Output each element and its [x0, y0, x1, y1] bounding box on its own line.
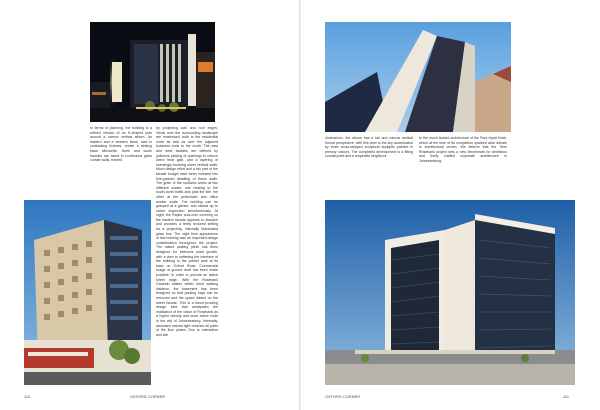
right-running-title: OXFORD CORNER	[325, 395, 361, 399]
right-footer	[563, 395, 569, 399]
right-text-column-1	[325, 136, 413, 159]
left-footer	[24, 395, 30, 399]
glass-tower-photo	[325, 200, 575, 385]
left-page	[0, 0, 299, 410]
right-col2-text: to the much lauded architecture of the Park Hyatt Hotel, which at the time of its completion sparked wide debate in architectural circles. We believe that the Tiber Rosebank project sets a new benchmark for ambitious and finely crafted corporate architecture in Johannesburg.	[419, 136, 507, 163]
left-col1-text: In terms of planning, the building is a refined version of an H-shaped plan around a narrow vertical atrium. An eastern and a western block, clad in contrasting finishes, create a striking basic silhouette. North and south facades are faced in continuous glass curtain walls, framed	[90, 126, 152, 163]
angular-facade-photo	[325, 22, 511, 132]
left-running-title: OXFORD CORNER	[130, 395, 166, 399]
right-page-number: 111	[563, 395, 570, 399]
left-text-column-2	[156, 126, 218, 337]
left-page-number: 110	[24, 395, 31, 399]
left-text-column-1	[90, 126, 152, 163]
daytime-tower-photo	[24, 200, 151, 385]
night-building-photo	[90, 22, 215, 122]
left-col2-text: by projecting wall and roof edges. Views over the surrounding landscape are maximised, both to the residential north as well as over the adjacent business node to the south. The east and west facades are defined by judicious placing of openings to reduce direct heat gain, and a layering of seemingly hovering sheer vertical walls. Much design effort and a fair part of the facade budget have been invested into fine-grained detailing of these walls. The grain of the surfaces works at two different scales: one relating to the south-north traffic axis past the site, the other at the pedestrian and office worker scale. The building can be grasped at a glance, and stands up to closer inspection simultaneously. At night, the Rapier cuts-over covering on the eastern facade appears to dissolve and provides a finely textured setting for a projecting, internally illuminated glass box. The night time appearance of this building was an important design consideration throughout the project. The raised parking plinth has been designed for intensive plant growth, with a view to softening the interface of the building to the pocket park at its base on Oxford Road. Commercial usage at ground level has been made possible, in order to provide an active street edge. With the Rosebank Gautrain station within short walking distance, the basement has been designed so that parking bays can be removed and the space added on the street facade. This is a future-proofing design idea that anticipates the realisation of the vision of Rosebank as a higher density and more active node in the city of Johannesburg. Internally, abundant natural light reaches all parts of the floor plates. Due to orientation and site	[156, 126, 218, 337]
right-page	[301, 0, 600, 410]
right-col1-text: dimensions, the atrium has a tall and narrow vertical format perspective, with this view to the sky accentuated by three cross-stepped sculptural skylights painted in primary colours. The completed development is a fitting counterpoint and a respectful neighbour	[325, 136, 413, 159]
right-text-column-2	[419, 136, 507, 164]
right-footer-title	[325, 395, 360, 399]
left-footer-title	[130, 395, 165, 399]
